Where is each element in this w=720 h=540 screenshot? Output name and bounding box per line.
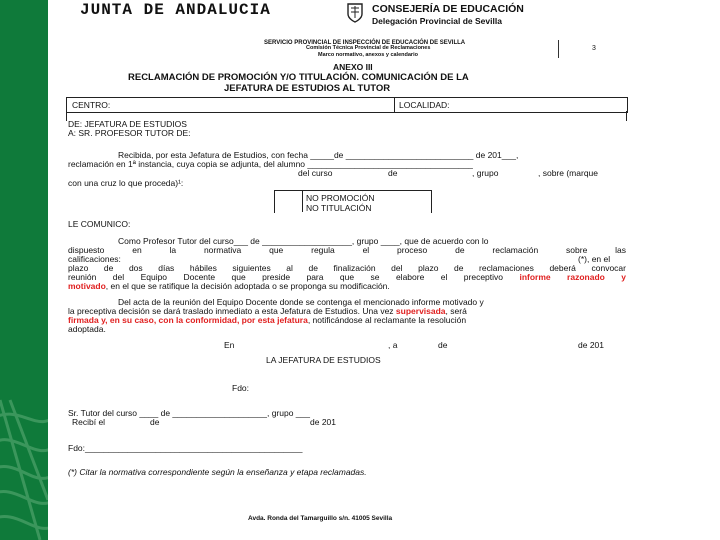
paragraph3-line2-end: , será [445, 306, 467, 316]
paragraph3-highlight-b: firmada y, en su caso, con la conformidad, por esta jefatura [68, 315, 308, 325]
paragraph2-highlight-a: informe razonado y [519, 272, 626, 282]
date-en: En [224, 340, 235, 350]
option-no-promocion: NO PROMOCIÓN [306, 193, 375, 203]
marco-line: Marco normativo, anexos y calendario [318, 52, 418, 58]
a-line: A: SR. PROFESOR TUTOR DE: [68, 128, 191, 138]
servicio-heading: SERVICIO PROVINCIAL DE INSPECCIÓN DE EDUCACIÓN DE SEVILLA [264, 40, 466, 46]
paragraph1-curso: del curso [298, 168, 333, 178]
paragraph1-sobre: , sobre (marque [538, 168, 598, 178]
document-title-line1: RECLAMACIÓN DE PROMOCIÓN Y/O TITULACIÓN. COMUNICACIÓN DE LA [128, 72, 469, 83]
paragraph2-ref: (*), en el [578, 254, 611, 264]
de-line: DE: JEFATURA DE ESTUDIOS [68, 119, 187, 129]
consejeria-title: CONSEJERÍA DE EDUCACIÓN [372, 3, 524, 15]
options-divider [302, 190, 303, 212]
jefatura-signature-label: LA JEFATURA DE ESTUDIOS [266, 355, 381, 365]
paragraph1-line1: Recibida, por esta Jefatura de Estudios, con fecha _____de ___________________________ de 201___, [118, 150, 519, 160]
box-edge-right [626, 111, 627, 121]
footer-address: Avda. Ronda del Tamarguillo s/n. 41005 Sevilla [248, 515, 393, 522]
paragraph2-line6-text: , en el que se ratifique la decisión adoptada o se proponga su modificación. [105, 281, 390, 291]
reference-number: 3 [592, 45, 596, 52]
decorative-pattern-icon [0, 0, 48, 540]
recibi-de: de [150, 417, 160, 427]
date-de: de [438, 340, 448, 350]
paragraph3-line3 [68, 316, 466, 325]
document-title-line2: JEFATURA DE ESTUDIOS AL TUTOR [224, 83, 391, 94]
field-divider [394, 97, 395, 113]
anexo-label: ANEXO III [333, 62, 373, 72]
paragraph2-line5-text: reunión del Equipo Docente que preside para que se elabore el preceptivo [68, 272, 520, 282]
paragraph2-line1: Como Profesor Tutor del curso___ de ___________________, grupo ____, que de acuerdo con lo [118, 236, 489, 246]
paragraph3-line3-text: , notificándose al reclamante la resolución [307, 315, 467, 325]
document-page [48, 0, 720, 540]
paragraph3-highlight-a: supervisada [395, 306, 446, 316]
tutor-line: Sr. Tutor del curso ____ de ____________________, grupo ___ [68, 408, 310, 418]
localidad-label: LOCALIDAD: [399, 100, 450, 110]
junta-logo-text: JUNTA DE ANDALUCIA [80, 1, 271, 19]
comision-line: Comisión Técnica Provincial de Reclamaciones [306, 45, 431, 51]
header-divider [558, 40, 559, 58]
paragraph1-de: de [388, 168, 398, 178]
coat-of-arms-icon [346, 2, 364, 24]
comunico-heading: LE COMUNICO: [68, 219, 131, 229]
paragraph2-line2: dispuesto en la normativa que regula el proceso de reclamación sobre las [68, 245, 626, 255]
fdo-label: Fdo: [232, 383, 250, 393]
paragraph1-line2: reclamación en 1ª instancia, cuya copia se adjunta, del alumno ___________________________________ [68, 159, 473, 169]
option-no-titulacion: NO TITULACIÓN [306, 203, 372, 213]
green-side-band [0, 0, 48, 540]
paragraph2-line4: plazo de dos días hábiles siguientes al de finalización del plazo de reclamaciones deberá convocar [68, 263, 626, 273]
box-edge-left [66, 111, 67, 121]
recibi-label: Recibí el [72, 417, 106, 427]
paragraph3-line2-text: la preceptiva decisión se dará traslado inmediato a esta Jefatura de Estudios. Una vez [68, 306, 396, 316]
footnote: (*) Citar la normativa correspondiente según la enseñanza y etapa reclamadas. [68, 467, 367, 477]
centro-label: CENTRO: [72, 100, 111, 110]
paragraph1-line4: con una cruz lo que proceda)¹: [68, 178, 184, 188]
delegacion-subtitle: Delegación Provincial de Sevilla [372, 16, 502, 26]
date-a: , a [388, 340, 398, 350]
date-year: de 201 [578, 340, 604, 350]
paragraph2-line6 [68, 282, 390, 291]
paragraph3-line4: adoptada. [68, 324, 106, 334]
paragraph3-line1: Del acta de la reunión del Equipo Docente donde se contenga el mencionado informe motivado y [118, 297, 484, 307]
paragraph2-calificaciones: calificaciones: [68, 254, 121, 264]
paragraph1-grupo: , grupo [472, 168, 499, 178]
paragraph2-highlight-b: motivado [68, 281, 106, 291]
recibi-year: de 201 [310, 417, 336, 427]
firma-line: Fdo:______________________________________________ [68, 443, 303, 453]
centro-localidad-box [66, 97, 628, 113]
